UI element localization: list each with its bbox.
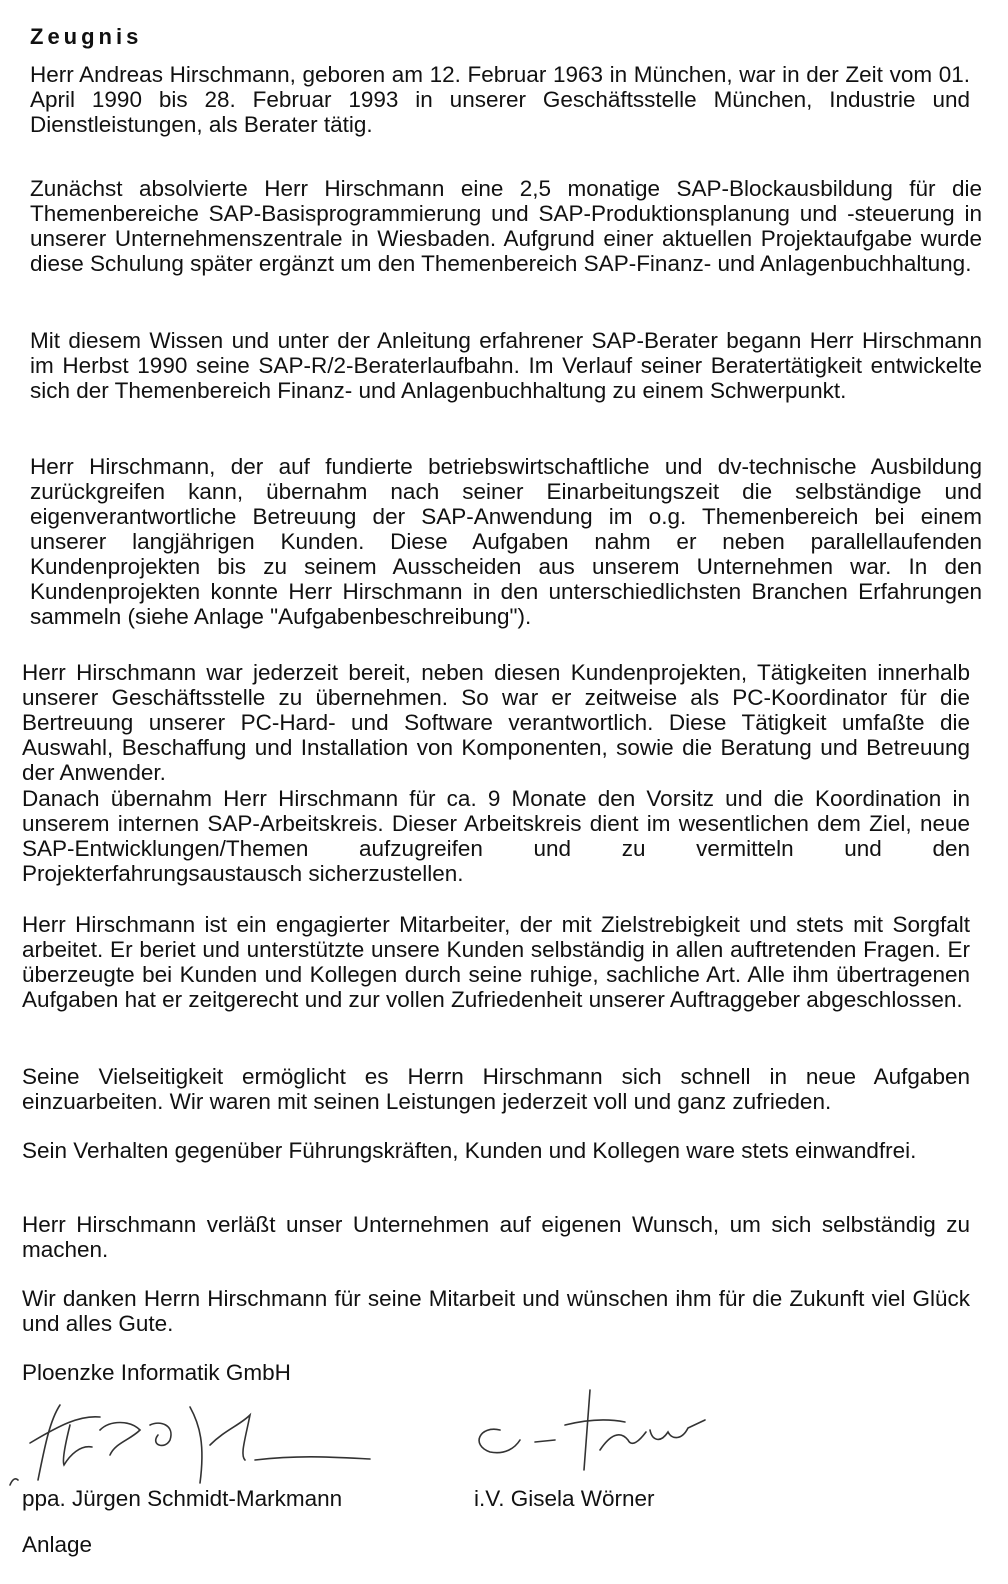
company-name: Ploenzke Informatik GmbH: [22, 1360, 291, 1385]
paragraph-assessment: Herr Hirschmann ist ein engagierter Mitarbeiter, der mit Zielstrebigkeit und stets mit Sorgfalt arbeitet. Er beriet und unterstützte unsere Kunden selbständig in allen auftretenden Fragen. Er überzeugte bei Kunden und Kollegen durch seine ruhige, sachliche Art. Alle ihm übertragenen Aufgaben hat er zeitgerecht und zur vollen Zufriedenheit unserer Auftraggeber abgeschlossen.: [22, 912, 970, 1012]
paragraph-intro: Herr Andreas Hirschmann, geboren am 12. Februar 1963 in München, war in der Zeit vom 01. April 1990 bis 28. Februar 1993 in unserer Geschäftsstelle München, Industrie und Dienstleistungen, als Berater tätig.: [30, 62, 970, 137]
paragraph-leaving: Herr Hirschmann verläßt unser Unternehmen auf eigenen Wunsch, um sich selbständig zu machen.: [22, 1212, 970, 1262]
signature-woerner: [460, 1380, 720, 1480]
paragraph-conduct: Sein Verhalten gegenüber Führungskräften, Kunden und Kollegen ware stets einwandfrei.: [22, 1138, 917, 1163]
paragraph-career: Mit diesem Wissen und unter der Anleitung erfahrener SAP-Berater begann Herr Hirschmann im Herbst 1990 seine SAP-R/2-Beraterlaufbahn. Im Verlauf seiner Beratertätigkeit entwickelte sich der Themenbereich Finanz- und Anlagenbuchhaltung zu einem Schwerpunkt.: [30, 328, 982, 403]
paragraph-working-group: Danach übernahm Herr Hirschmann für ca. 9 Monate den Vorsitz und die Koordination in unserem internen SAP-Arbeitskreis. Dieser Arbeitskreis dient im wesentlichen dem Ziel, neue SAP-Entwicklungen/Themen aufzugreifen und zu vermitteln und den Projekterfahrungsaustausch sicherzustellen.: [22, 786, 970, 886]
paragraph-training: Zunächst absolvierte Herr Hirschmann eine 2,5 monatige SAP-Blockausbildung für die Themenbereiche SAP-Basisprogrammierung und SAP-Produktionsplanung und -steuerung in unserer Unternehmenszentrale in Wiesbaden. Aufgrund einer aktuellen Projektaufgabe wurde diese Schulung später ergänzt um den Themenbereich SAP-Finanz- und Anlagenbuchhaltung.: [30, 176, 982, 276]
paragraph-pc-coordinator: Herr Hirschmann war jederzeit bereit, neben diesen Kundenprojekten, Tätigkeiten innerhalb unserer Geschäftsstelle zu übernehmen. So war er zeitweise als PC-Koordinator für die Bertreuung unserer PC-Hard- und Software verantwortlich. Diese Tätigkeit umfaßte die Auswahl, Beschaffung und Installation von Komponenten, sowie die Beratung und Betreuung der Anwender.: [22, 660, 970, 785]
signer-schmidt-markmann: ppa. Jürgen Schmidt-Markmann: [22, 1486, 343, 1511]
paragraph-thanks: Wir danken Herrn Hirschmann für seine Mitarbeit und wünschen ihm für die Zukunft viel Glück und alles Gute.: [22, 1286, 970, 1336]
paragraph-responsibilities: Herr Hirschmann, der auf fundierte betriebswirtschaftliche und dv-technische Ausbildung zurückgreifen kann, übernahm nach seiner Einarbeitungszeit die selbständige und eigenverantwortliche Betreuung der SAP-Anwendung im o.g. Themenbereich bei einem unserer langjährigen Kunden. Diese Aufgaben nahm er neben parallellaufenden Kundenprojekten bis zu seinem Ausscheiden aus unserem Unternehmen war. In den Kundenprojekten konnte Herr Hirschmann in den unterschiedlichsten Branchen Erfahrungen sammeln (siehe Anlage "Aufgabenbeschreibung").: [30, 454, 982, 629]
enclosure-label: Anlage: [22, 1532, 93, 1557]
signer-woerner: i.V. Gisela Wörner: [474, 1486, 655, 1511]
document-title: Zeugnis: [30, 24, 143, 49]
paragraph-versatility: Seine Vielseitigkeit ermöglicht es Herrn Hirschmann sich schnell in neue Aufgaben einzuarbeiten. Wir waren mit seinen Leistungen jederzeit voll und ganz zufrieden.: [22, 1064, 970, 1114]
signature-schmidt-markmann: [0, 1385, 380, 1495]
